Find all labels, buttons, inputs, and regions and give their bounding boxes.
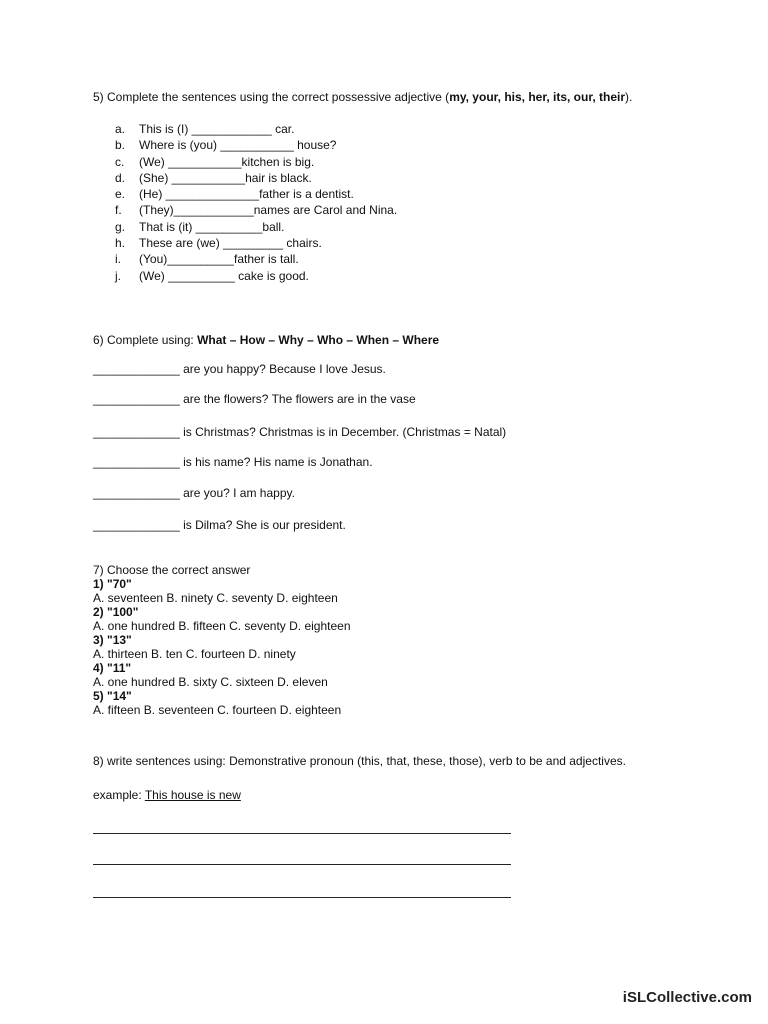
item-label: b. (115, 138, 126, 153)
item-text: That is (it) __________ball. (139, 219, 285, 234)
fill-row: _____________ is Christmas? Christmas is in December. (Christmas = Natal) (93, 425, 507, 439)
question-number: 3) "13" (93, 633, 132, 647)
section-6-title (93, 332, 439, 348)
fill-row: _____________ is his name? His name is Jonathan. (93, 455, 373, 469)
answer-options: A. one hundred B. fifteen C. seventy D. eighteen (93, 619, 351, 633)
item-text: These are (we) _________ chairs. (139, 236, 322, 251)
s5-title-post: ). (625, 90, 633, 104)
answer-line (93, 864, 511, 865)
s5-title-pre: 5) Complete the sentences using the correct possessive adjective ( (93, 90, 450, 104)
item-text: This is (I) ____________ car. (139, 122, 295, 136)
item-label: i. (115, 252, 121, 267)
item-label: h. (115, 236, 126, 251)
fill-row: _____________ are you? I am happy. (93, 486, 295, 500)
item-text: (They)____________names are Carol and Nina. (139, 203, 398, 218)
section-8-example (93, 787, 241, 803)
list-item (115, 202, 397, 218)
s6-title-pre: 6) Complete using: (93, 333, 198, 347)
fill-row: _____________ are the flowers? The flowers are in the vase (93, 392, 416, 406)
item-label: j. (115, 268, 121, 283)
list-item (115, 235, 397, 251)
answer-line (93, 897, 511, 898)
fill-row: _____________ is Dilma? She is our president. (93, 518, 346, 532)
item-label: a. (115, 122, 126, 136)
answer-options: A. seventeen B. ninety C. seventy D. eighteen (93, 591, 338, 605)
list-item (115, 186, 397, 202)
section-7-title: 7) Choose the correct answer (93, 563, 251, 577)
section-7-questions (93, 577, 351, 717)
list-item (115, 154, 397, 170)
answer-options: A. one hundred B. sixty C. sixteen D. eleven (93, 675, 328, 689)
item-label: f. (115, 203, 122, 218)
list-item (115, 251, 397, 267)
list-item (115, 170, 397, 186)
site-watermark: iSLCollective.com (622, 989, 752, 1006)
section-5-list (115, 121, 397, 284)
item-text: (We) ___________kitchen is big. (139, 154, 315, 169)
list-item (115, 121, 397, 137)
answer-options: A. thirteen B. ten C. fourteen D. ninety (93, 647, 296, 661)
item-text: (You)__________father is tall. (139, 252, 299, 267)
item-text: (He) ______________father is a dentist. (139, 187, 354, 202)
question-number: 5) "14" (93, 689, 132, 703)
item-text: (We) __________ cake is good. (139, 268, 309, 283)
item-label: d. (115, 170, 126, 185)
item-text: (She) ___________hair is black. (139, 170, 312, 185)
question-number: 4) "11" (93, 661, 132, 675)
list-item (115, 268, 397, 284)
list-item (115, 219, 397, 235)
question-number: 2) "100" (93, 605, 139, 619)
example-text: This house is new (144, 788, 241, 802)
item-label: e. (115, 187, 126, 202)
example-label: example: (93, 788, 145, 802)
item-label: g. (115, 219, 126, 234)
question-number: 1) "70" (93, 577, 132, 591)
section-8-title: 8) write sentences using: Demonstrative pronoun (this, that, these, those), verb to be and adjectives. (93, 754, 626, 768)
answer-line (93, 833, 511, 834)
s6-title-bold: What – How – Why – Who – When – Where (197, 333, 440, 347)
item-text: Where is (you) ___________ house? (139, 138, 337, 153)
fill-row: _____________ are you happy? Because I love Jesus. (93, 362, 386, 376)
list-item (115, 137, 397, 153)
s5-title-bold: my, your, his, her, its, our, their (449, 90, 626, 104)
answer-options: A. fifteen B. seventeen C. fourteen D. eighteen (93, 703, 342, 717)
section-5-title (93, 89, 632, 105)
item-label: c. (115, 154, 125, 169)
